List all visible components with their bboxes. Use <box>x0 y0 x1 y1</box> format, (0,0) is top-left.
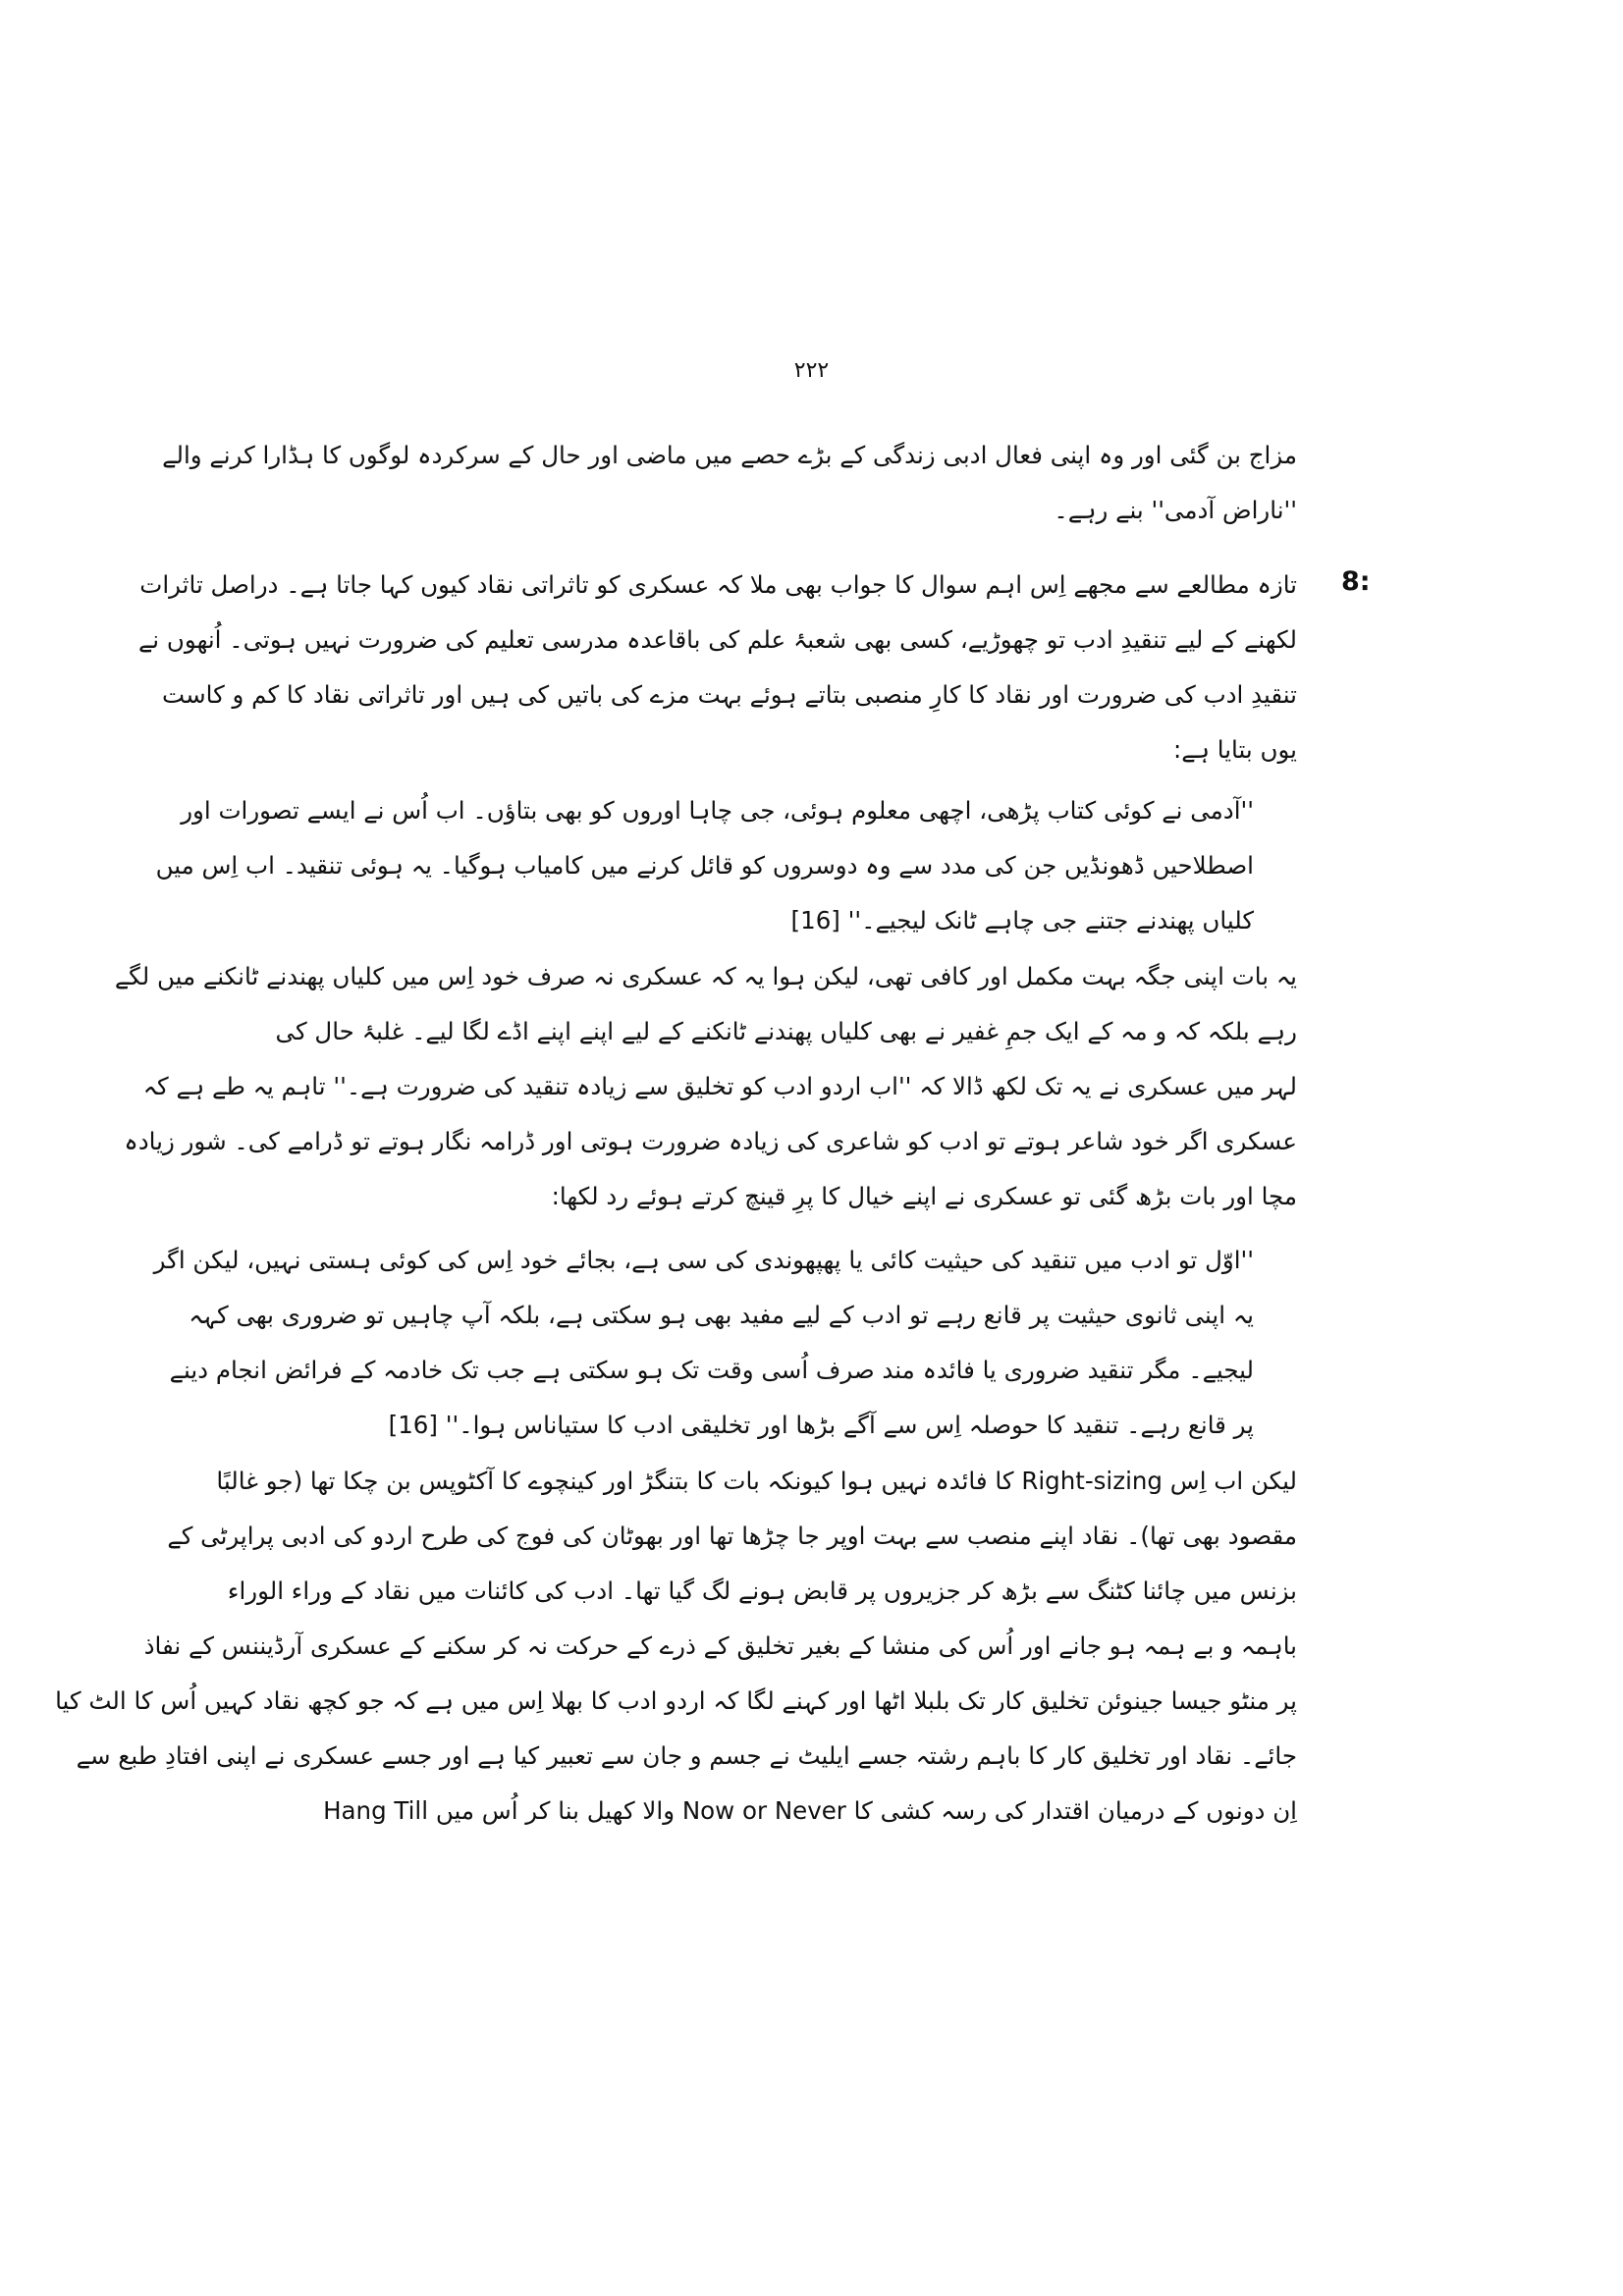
text-line: اِن دونوں کے درمیان اقتدار کی رسہ کشی کا Now or Never والا کھیل بنا کر اُس میں Hang Till <box>323 1796 1297 1825</box>
text-line: باہمہ و بے ہمہ ہو جانے اور اُس کی منشا کے بغیر تخلیق کے ذرے کے حرکت نہ کر سکنے کے عسکری آرڈیننس کے نفاذ <box>143 1631 1297 1660</box>
block-quote-1 <box>155 783 1254 948</box>
text-line: مزاج بن گئی اور وہ اپنی فعال ادبی زندگی کے بڑے حصے میں ماضی اور حال کے سرکردہ لوگوں کا ہڈارا کرنے والے <box>162 441 1297 469</box>
paragraph-number: 8: <box>1341 566 1371 597</box>
paragraph-intro <box>162 428 1297 538</box>
paragraph-3 <box>55 1454 1297 1839</box>
text-line: تنقیدِ ادب کی ضرورت اور نقاد کا کارِ منصبی بتاتے ہوئے بہت مزے کی باتیں کی ہیں اور تاثراتی نقاد کا کم و کاست <box>162 680 1297 709</box>
text-line: ''اوّل تو ادب میں تنقید کی حیثیت کائی یا پھپھوندی کی سی ہے، بجائے خود اِس کی کوئی ہستی نہیں، لیکن اگر <box>153 1246 1254 1274</box>
page-number: ۲۲۲ <box>793 358 830 383</box>
text-line: لکھنے کے لیے تنقیدِ ادب تو چھوڑیے، کسی بھی شعبۂ علم کی باقاعدہ مدرسی تعلیم کی ضرورت نہیں ہوتی۔ اُنھوں نے <box>137 625 1297 654</box>
text-line: لیکن اب اِس Right-sizing کا فائدہ نہیں ہوا کیونکہ بات کا بتنگڑ اور کینچوے کا آکٹوپس بن چکا تھا (جو غالبًا <box>216 1467 1297 1495</box>
text-line: یہ بات اپنی جگہ بہت مکمل اور کافی تھی، لیکن ہوا یہ کہ عسکری نہ صرف خود اِس میں کلیاں پھندنے ٹانکنے میں لگے <box>114 962 1297 990</box>
text-line: مچا اور بات بڑھ گئی تو عسکری نے اپنے خیال کا پرِ قینچ کرتے ہوئے رد لکھا: <box>551 1182 1297 1210</box>
text-line: پر قانع رہے۔ تنقید کا حوصلہ اِس سے آگے بڑھا اور تخلیقی ادب کا ستیاناس ہوا۔'' [16] <box>388 1411 1254 1439</box>
text-line: لہر میں عسکری نے یہ تک لکھ ڈالا کہ ''اب اردو ادب کو تخلیق سے زیادہ تنقید کی ضرورت ہے۔'' تاہم یہ طے ہے کہ <box>142 1072 1297 1100</box>
text-line: یہ اپنی ثانوی حیثیت پر قانع رہے تو ادب کے لیے مفید بھی ہو سکتی ہے، بلکہ آپ چاہیں تو ضروری بھی کہہ <box>189 1301 1254 1329</box>
text-line: تازہ مطالعے سے مجھے اِس اہم سوال کا جواب بھی ملا کہ عسکری کو تاثراتی نقاد کیوں کہا جاتا ہے۔ دراصل تاثرات <box>139 570 1297 599</box>
text-line: اصطلاحیں ڈھونڈیں جن کی مدد سے وہ دوسروں کو قائل کرنے میں کامیاب ہوگیا۔ یہ ہوئی تنقید۔ اب اِس میں <box>155 851 1254 880</box>
paragraph-2 <box>114 949 1297 1224</box>
paragraph-8 <box>137 558 1297 777</box>
block-quote-2 <box>153 1233 1254 1453</box>
text-line: ''آدمی نے کوئی کتاب پڑھی، اچھی معلوم ہوئی، جی چاہا اوروں کو بھی بتاؤں۔ اب اُس نے ایسے تصورات اور <box>181 796 1254 825</box>
text-line: لیجیے۔ مگر تنقید ضروری یا فائدہ مند صرف اُسی وقت تک ہو سکتی ہے جب تک خادمہ کے فرائض انجام دینے <box>169 1356 1254 1384</box>
text-line: پر منٹو جیسا جینوئن تخلیق کار تک بلبلا اٹھا اور کہنے لگا کہ اردو ادب کا بھلا اِس میں ہے کہ جو کچھ نقاد کہیں اُس کا الٹ کیا <box>55 1686 1297 1715</box>
text-line: جائے۔ نقاد اور تخلیق کار کا باہم رشتہ جسے ایلیٹ نے جسم و جان سے تعبیر کیا ہے اور جسے عسکری نے اپنی افتادِ طبع سے <box>76 1741 1297 1770</box>
text-line: ''ناراض آدمی'' بنے رہے۔ <box>1054 496 1297 524</box>
text-line: مقصود بھی تھا)۔ نقاد اپنے منصب سے بہت اوپر جا چڑھا تھا اور بھوٹان کی فوج کی طرح اردو کی ادبی پراپرٹی کے <box>167 1522 1297 1550</box>
text-line: عسکری اگر خود شاعر ہوتے تو ادب کو شاعری کی زیادہ ضرورت ہوتی اور ڈرامہ نگار ہوتے تو ڈرامے کی۔ شور زیادہ <box>124 1127 1297 1155</box>
text-line: بزنس میں چائنا کٹنگ سے بڑھ کر جزیروں پر قابض ہونے لگ گیا تھا۔ ادب کی کائنات میں نقاد کے وراء الوراء <box>227 1576 1297 1605</box>
text-line: رہے بلکہ کہ و مہ کے ایک جمِ غفیر نے بھی کلیاں پھندنے ٹانکنے کے لیے اپنے اپنے اڈے لگا لیے۔ غلبۂ حال کی <box>275 1017 1297 1045</box>
text-line: کلیاں پھندنے جتنے جی چاہے ٹانک لیجیے۔'' [16] <box>790 906 1254 934</box>
text-line: یوں بتایا ہے: <box>1173 735 1297 764</box>
